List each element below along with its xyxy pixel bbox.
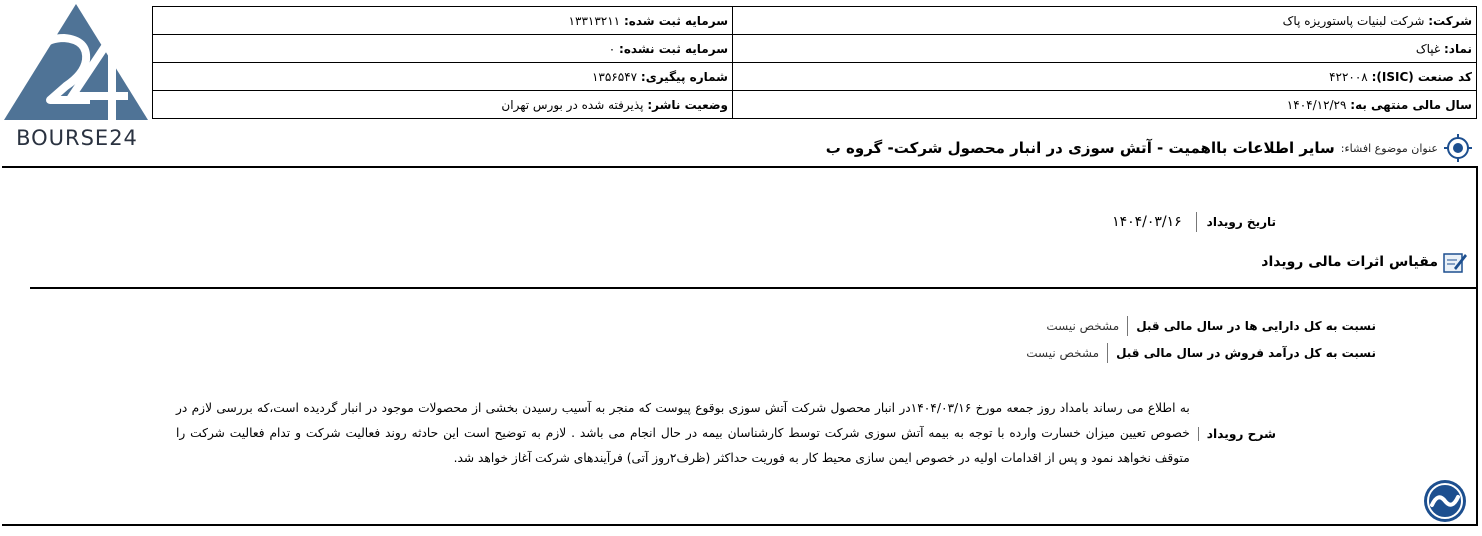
edit-note-icon	[1442, 250, 1468, 274]
section-title-text: مقیاس اثرات مالی رویداد	[1261, 254, 1438, 270]
ratio-assets-value: مشخص نیست	[1046, 319, 1120, 333]
ratio-revenue-value: مشخص نیست	[1026, 346, 1100, 360]
table-row	[153, 7, 1477, 35]
event-description-text: به اطلاع می رساند بامداد روز جمعه مورخ ۱۴۰۴/۰۳/۱۶در انبار محصول شرکت آتش سوزی بوقوع پیوست که منجر به آسیب رسیدن بخشی از محصولات موجود در انبار گردیده است،که بررسی لازم در خصوص تعیین میزان خسارت وارده با توجه به بیمه آتش سوزی شرکت توسط کارشناسان بیمه در حال انجام می باشد . لازم به توضیح است این حادثه روند فعالیت شرکت و تدام فعالیت شرکت را متوقف نخواهد نمود و پس از اقدامات اولیه در خصوص ایمن سازی محیط کار به فوریت حداکثر (ظرف۲روز آتی) فرآیندهای شرکت آغاز خواهد شد.	[176, 401, 1190, 465]
event-date-label: تاریخ رویداد	[1196, 212, 1276, 232]
event-description-label: شرح رویداد	[1198, 427, 1276, 441]
bourse24-logo	[0, 0, 152, 152]
bourse24-logo-mark	[0, 0, 152, 128]
symbol-cell: نماد: غپاک	[733, 35, 1477, 63]
table-row	[153, 91, 1477, 119]
ratio-revenue-row	[1026, 343, 1376, 363]
unregistered-capital-cell: سرمایه ثبت نشده: ۰	[153, 35, 733, 63]
registered-capital-cell: سرمایه ثبت شده: ۱۳۳۱۳۲۱۱	[153, 7, 733, 35]
subject-title: سایر اطلاعات بااهمیت - آتش سوزی در انبار محصول شرکت- گروه ب	[825, 139, 1335, 157]
financial-impact-title	[1261, 250, 1468, 274]
logo-text: BOURSE24	[16, 126, 138, 150]
table-row	[153, 63, 1477, 91]
event-date-row	[1112, 212, 1276, 232]
company-cell: شرکت: شرکت لبنیات پاستوریزه پاک	[733, 7, 1477, 35]
event-description-row	[176, 396, 1276, 471]
company-info-table	[152, 6, 1477, 119]
table-row	[153, 35, 1477, 63]
disclosure-subject	[826, 134, 1472, 162]
ratio-revenue-label: نسبت به کل درآمد فروش در سال مالی قبل	[1107, 343, 1376, 363]
divider	[30, 287, 1478, 289]
ratio-assets-label: نسبت به کل دارایی ها در سال مالی قبل	[1127, 316, 1376, 336]
target-icon	[1444, 134, 1472, 162]
publisher-status-cell: وضعیت ناشر: پذیرفته شده در بورس تهران	[153, 91, 733, 119]
tracking-cell: شماره پیگیری: ۱۳۵۶۵۴۷	[153, 63, 733, 91]
event-date-value: ۱۴۰۴/۰۳/۱۶	[1112, 214, 1182, 230]
codal-logo-icon	[1422, 478, 1468, 524]
subject-prefix: عنوان موضوع افشاء:	[1340, 141, 1438, 155]
isic-cell: کد صنعت (ISIC): ۴۲۲۰۰۸	[733, 63, 1477, 91]
ratio-assets-row	[1046, 316, 1376, 336]
fiscal-year-cell: سال مالی منتهی به: ۱۴۰۴/۱۲/۲۹	[733, 91, 1477, 119]
